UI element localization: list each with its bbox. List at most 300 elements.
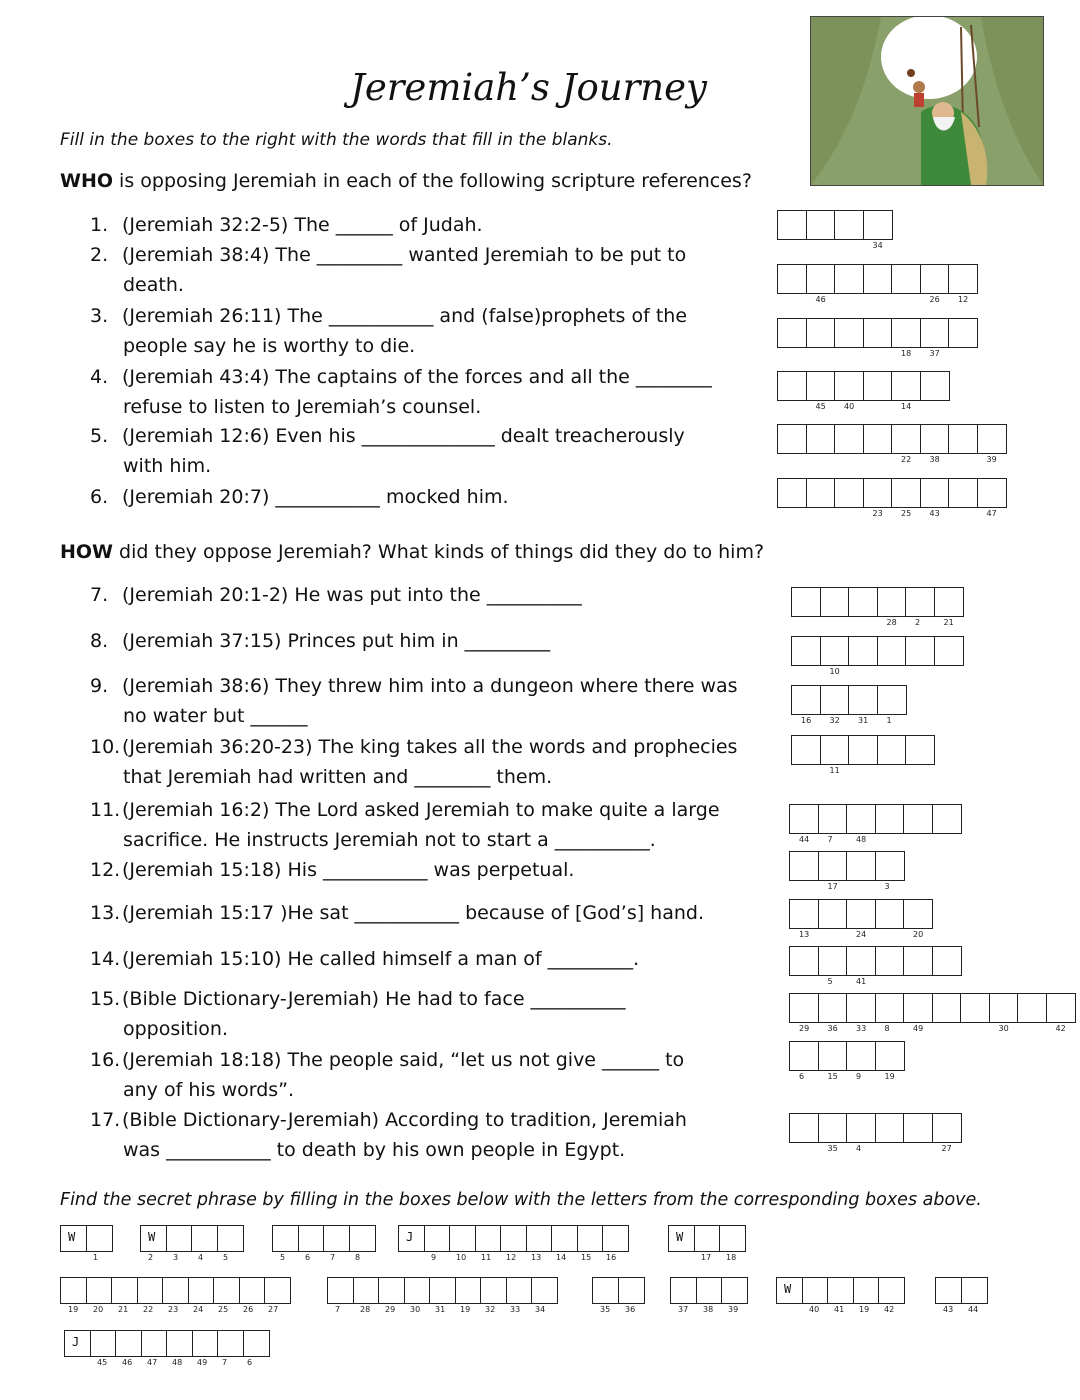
secret-box-number: 39 [728, 1305, 739, 1314]
secret-letter-box[interactable] [115, 1330, 142, 1357]
question-number: 13. [90, 902, 121, 924]
question-text: (Bible Dictionary-Jeremiah) According to tradition, Jeremiah [122, 1109, 687, 1131]
letter-box[interactable] [875, 851, 905, 881]
answer-box-row[interactable] [791, 735, 934, 765]
letter-box[interactable] [863, 318, 893, 348]
letter-box[interactable] [834, 424, 864, 454]
secret-letter-box[interactable] [853, 1277, 880, 1304]
letter-box[interactable] [905, 636, 935, 666]
secret-letter-box[interactable] [60, 1277, 87, 1304]
letter-box[interactable] [891, 371, 921, 401]
letter-box[interactable] [777, 371, 807, 401]
letter-box[interactable] [818, 804, 848, 834]
secret-box-number: 7 [222, 1358, 228, 1367]
answer-box-row[interactable] [777, 318, 977, 348]
question-number: 16. [90, 1049, 121, 1071]
secret-letter-box[interactable] [264, 1277, 291, 1304]
secret-letter-box[interactable] [188, 1277, 215, 1304]
answer-box-row[interactable] [789, 1113, 960, 1143]
secret-letter-box[interactable] [526, 1225, 553, 1252]
letter-box[interactable] [791, 587, 821, 617]
box-number-label: 3 [884, 882, 890, 891]
secret-letter-box[interactable] [424, 1225, 451, 1252]
letter-box[interactable] [875, 899, 905, 929]
letter-box[interactable] [789, 993, 819, 1023]
letter-box[interactable] [877, 735, 907, 765]
secret-box-number: 43 [943, 1305, 954, 1314]
letter-box[interactable] [989, 993, 1019, 1023]
letter-box[interactable] [846, 804, 876, 834]
question-text-continued: refuse to listen to Jeremiah’s counsel. [123, 396, 482, 418]
letter-box[interactable] [848, 735, 878, 765]
secret-box-number: 26 [243, 1305, 254, 1314]
box-number-label: 31 [858, 716, 869, 725]
secret-letter-box[interactable] [480, 1277, 507, 1304]
secret-letter-box[interactable] [602, 1225, 629, 1252]
question-number: 12. [90, 859, 121, 881]
secret-letter-box[interactable] [404, 1277, 431, 1304]
box-number-label: 10 [829, 667, 840, 676]
secret-letter-box[interactable] [111, 1277, 138, 1304]
answer-box-row[interactable] [789, 993, 1074, 1023]
letter-box[interactable] [846, 1041, 876, 1071]
answer-box-row[interactable] [777, 478, 1005, 508]
secret-box-number: 17 [701, 1253, 712, 1262]
letter-box[interactable] [877, 587, 907, 617]
secret-box-number: 10 [456, 1253, 467, 1262]
letter-box[interactable] [818, 946, 848, 976]
letter-box[interactable] [948, 264, 978, 294]
letter-box[interactable] [903, 946, 933, 976]
secret-letter-box[interactable] [961, 1277, 988, 1304]
secret-letter-box[interactable] [349, 1225, 376, 1252]
box-number-label: 12 [958, 295, 969, 304]
letter-box[interactable] [891, 424, 921, 454]
secret-word-boxes[interactable] [64, 1330, 268, 1357]
letter-box[interactable] [789, 804, 819, 834]
letter-box[interactable] [891, 318, 921, 348]
secret-letter-box[interactable] [531, 1277, 558, 1304]
question-text: (Jeremiah 38:4) The _________ wanted Jeremiah to be put to [122, 244, 687, 266]
box-number-label: 41 [856, 977, 867, 986]
secret-letter-box[interactable] [827, 1277, 854, 1304]
box-number-label: 47 [986, 509, 997, 518]
letter-box[interactable] [863, 264, 893, 294]
secret-letter-box[interactable] [137, 1277, 164, 1304]
letter-box[interactable] [820, 587, 850, 617]
letter-box[interactable] [1017, 993, 1047, 1023]
letter-box[interactable] [834, 210, 864, 240]
secret-word-boxes[interactable] [935, 1277, 986, 1304]
secret-letter-box[interactable] [719, 1225, 746, 1252]
box-number-label: 4 [856, 1144, 862, 1153]
letter-box[interactable] [834, 318, 864, 348]
box-number-label: 22 [901, 455, 912, 464]
box-number-label: 5 [827, 977, 833, 986]
question-item [90, 795, 780, 855]
letter-box[interactable] [818, 1041, 848, 1071]
question-item [90, 362, 780, 422]
question-text: (Jeremiah 38:6) They threw him into a dungeon where there was [122, 675, 738, 697]
box-number-label: 28 [886, 618, 897, 627]
letter-box[interactable] [846, 899, 876, 929]
secret-letter-box[interactable] [217, 1330, 244, 1357]
box-number-label: 7 [827, 835, 833, 844]
letter-box[interactable] [863, 478, 893, 508]
letter-box[interactable] [875, 804, 905, 834]
secret-word-boxes[interactable] [776, 1277, 904, 1304]
answer-box-row[interactable] [777, 264, 977, 294]
letter-box[interactable] [875, 946, 905, 976]
letter-box[interactable] [875, 1041, 905, 1071]
letter-box[interactable] [846, 1113, 876, 1143]
box-number-label: 8 [884, 1024, 890, 1033]
letter-box[interactable] [791, 735, 821, 765]
secret-letter-box[interactable] [86, 1225, 113, 1252]
secret-box-number: 5 [280, 1253, 286, 1262]
letter-box[interactable] [777, 478, 807, 508]
secret-letter-box[interactable] [455, 1277, 482, 1304]
secret-letter-box[interactable] [429, 1277, 456, 1304]
question-text-continued: opposition. [123, 1018, 228, 1040]
letter-box[interactable] [903, 1113, 933, 1143]
letter-box[interactable] [846, 946, 876, 976]
secret-box-number: 27 [268, 1305, 279, 1314]
letter-box[interactable] [846, 851, 876, 881]
secret-letter-box[interactable] [721, 1277, 748, 1304]
letter-box[interactable] [903, 899, 933, 929]
secret-box-number: 23 [168, 1305, 179, 1314]
question-item [90, 1045, 780, 1105]
secret-box-number: 35 [600, 1305, 611, 1314]
secret-box-number: 42 [884, 1305, 895, 1314]
question-text-continued: with him. [123, 455, 212, 477]
secret-box-number: 45 [97, 1358, 108, 1367]
secret-letter-box[interactable] [878, 1277, 905, 1304]
answer-box-row[interactable] [791, 685, 905, 715]
box-number-label: 14 [901, 402, 912, 411]
question-text-continued: was ___________ to death by his own people in Egypt. [123, 1139, 626, 1161]
letter-box[interactable] [818, 899, 848, 929]
letter-box[interactable] [806, 318, 836, 348]
question-text: (Jeremiah 15:18) His ___________ was perpetual. [122, 859, 575, 881]
secret-letter-box[interactable] [618, 1277, 645, 1304]
secret-letter-box[interactable] [327, 1277, 354, 1304]
answer-box-row[interactable] [789, 899, 932, 929]
letter-box[interactable] [977, 424, 1007, 454]
secret-letter-box[interactable] [323, 1225, 350, 1252]
box-number-label: 42 [1055, 1024, 1066, 1033]
letter-box[interactable] [932, 946, 962, 976]
secret-box-number: 21 [118, 1305, 129, 1314]
secret-box-number: 28 [360, 1305, 371, 1314]
letter-box[interactable] [875, 993, 905, 1023]
secret-box-number: 31 [435, 1305, 446, 1314]
answer-box-row[interactable] [777, 424, 1005, 454]
letter-box[interactable] [848, 685, 878, 715]
secret-box-number: 19 [68, 1305, 79, 1314]
secret-box-number: 24 [193, 1305, 204, 1314]
box-number-label: 17 [827, 882, 838, 891]
box-number-label: 2 [915, 618, 921, 627]
secret-phrase-instructions: Find the secret phrase by filling in the boxes below with the letters from the corresponding boxes above. [60, 1190, 982, 1210]
box-number-label: 40 [844, 402, 855, 411]
box-number-label: 29 [799, 1024, 810, 1033]
answer-box-row[interactable] [777, 210, 891, 240]
secret-letter-box[interactable] [272, 1225, 299, 1252]
letter-box[interactable] [789, 851, 819, 881]
letter-box[interactable] [920, 424, 950, 454]
answer-box-row[interactable] [791, 636, 962, 666]
letter-box[interactable] [863, 371, 893, 401]
secret-word-boxes[interactable] [327, 1277, 557, 1304]
letter-box[interactable] [806, 424, 836, 454]
secret-box-number: 5 [223, 1253, 229, 1262]
given-letter: W [676, 1230, 684, 1244]
secret-box-number: 25 [218, 1305, 229, 1314]
letter-box[interactable] [948, 424, 978, 454]
box-number-label: 20 [913, 930, 924, 939]
letter-box[interactable] [891, 478, 921, 508]
box-number-label: 43 [929, 509, 940, 518]
answer-box-row[interactable] [789, 804, 960, 834]
box-number-label: 39 [986, 455, 997, 464]
letter-box[interactable] [934, 587, 964, 617]
letter-box[interactable] [960, 993, 990, 1023]
letter-box[interactable] [932, 993, 962, 1023]
question-number: 14. [90, 948, 121, 970]
letter-box[interactable] [789, 1041, 819, 1071]
question-text: (Jeremiah 20:1-2) He was put into the __________ [122, 584, 582, 606]
letter-box[interactable] [863, 424, 893, 454]
letter-box[interactable] [818, 1113, 848, 1143]
letter-box[interactable] [820, 735, 850, 765]
letter-box[interactable] [777, 318, 807, 348]
question-number: 4. [90, 366, 109, 388]
letter-box[interactable] [848, 636, 878, 666]
question-number: 10. [90, 736, 121, 758]
given-letter: W [148, 1230, 156, 1244]
answer-box-row[interactable] [791, 587, 962, 617]
secret-word-boxes[interactable] [60, 1277, 290, 1304]
secret-letter-box[interactable] [298, 1225, 325, 1252]
box-number-label: 27 [941, 1144, 952, 1153]
letter-box[interactable] [920, 264, 950, 294]
question-text: (Jeremiah 18:18) The people said, “let us not give ______ to [122, 1049, 685, 1071]
secret-letter-box[interactable] [551, 1225, 578, 1252]
secret-letter-box[interactable] [353, 1277, 380, 1304]
letter-box[interactable] [834, 371, 864, 401]
question-number: 15. [90, 988, 121, 1010]
secret-letter-box[interactable] [239, 1277, 266, 1304]
letter-box[interactable] [905, 735, 935, 765]
letter-box[interactable] [806, 371, 836, 401]
answer-box-row[interactable] [789, 946, 960, 976]
box-number-label: 46 [815, 295, 826, 304]
question-number: 7. [90, 584, 109, 606]
question-text: (Jeremiah 15:17 )He sat ___________ because of [God’s] hand. [122, 902, 704, 924]
secret-word-boxes[interactable] [272, 1225, 374, 1252]
box-number-label: 48 [856, 835, 867, 844]
secret-letter-box[interactable] [449, 1225, 476, 1252]
secret-letter-box[interactable] [802, 1277, 829, 1304]
letter-box[interactable] [834, 264, 864, 294]
letter-box[interactable] [877, 636, 907, 666]
question-text-continued: no water but ______ [123, 705, 308, 727]
secret-letter-box[interactable] [506, 1277, 533, 1304]
secret-letter-box[interactable] [694, 1225, 721, 1252]
question-number: 3. [90, 305, 109, 327]
question-item [90, 671, 780, 731]
letter-box[interactable] [934, 636, 964, 666]
secret-letter-box[interactable] [670, 1277, 697, 1304]
question-item [90, 421, 780, 481]
secret-word-boxes[interactable] [670, 1277, 747, 1304]
secret-letter-box[interactable] [475, 1225, 502, 1252]
secret-box-number: 20 [93, 1305, 104, 1314]
secret-box-number: 48 [172, 1358, 183, 1367]
letter-box[interactable] [977, 478, 1007, 508]
secret-word-boxes[interactable] [140, 1225, 242, 1252]
question-text: (Jeremiah 26:11) The ___________ and (false)prophets of the [122, 305, 688, 327]
secret-letter-box[interactable] [166, 1330, 193, 1357]
question-number: 9. [90, 675, 109, 697]
box-number-label: 36 [827, 1024, 838, 1033]
secret-letter-box[interactable] [935, 1277, 962, 1304]
letter-box[interactable] [905, 587, 935, 617]
letter-box[interactable] [777, 424, 807, 454]
letter-box[interactable] [777, 264, 807, 294]
question-number: 2. [90, 244, 109, 266]
secret-word-boxes[interactable] [398, 1225, 628, 1252]
secret-letter-box[interactable] [378, 1277, 405, 1304]
question-number: 1. [90, 214, 109, 236]
letter-box[interactable] [820, 636, 850, 666]
box-number-label: 49 [913, 1024, 924, 1033]
secret-word-boxes[interactable] [592, 1277, 643, 1304]
question-text: (Jeremiah 32:2-5) The ______ of Judah. [122, 214, 483, 236]
how-heading [60, 541, 764, 563]
question-text: (Jeremiah 12:6) Even his ______________ dealt treacherously [122, 425, 685, 447]
secret-letter-box[interactable] [592, 1277, 619, 1304]
box-number-label: 23 [872, 509, 883, 518]
question-number: 6. [90, 486, 109, 508]
question-text: (Jeremiah 43:4) The captains of the forces and all the ________ [122, 366, 712, 388]
letter-box[interactable] [806, 264, 836, 294]
letter-box[interactable] [932, 1113, 962, 1143]
box-number-label: 45 [815, 402, 826, 411]
secret-letter-box[interactable] [166, 1225, 193, 1252]
box-number-label: 11 [829, 766, 840, 775]
secret-box-number: 6 [247, 1358, 253, 1367]
letter-box[interactable] [846, 993, 876, 1023]
box-number-label: 9 [856, 1072, 862, 1081]
letter-box[interactable] [834, 478, 864, 508]
who-heading [60, 170, 752, 192]
box-number-label: 21 [943, 618, 954, 627]
given-letter: W [68, 1230, 76, 1244]
letter-box[interactable] [891, 264, 921, 294]
question-text: (Bible Dictionary-Jeremiah) He had to face __________ [122, 988, 626, 1010]
secret-letter-box[interactable] [162, 1277, 189, 1304]
secret-letter-box[interactable] [86, 1277, 113, 1304]
secret-box-number: 3 [173, 1253, 179, 1262]
letter-box[interactable] [932, 804, 962, 834]
secret-box-number: 30 [410, 1305, 421, 1314]
letter-box[interactable] [877, 685, 907, 715]
secret-box-number: 49 [197, 1358, 208, 1367]
who-heading-text: is opposing Jeremiah in each of the following scripture references? [113, 170, 752, 192]
secret-letter-box[interactable] [696, 1277, 723, 1304]
secret-box-number: 15 [581, 1253, 592, 1262]
letter-box[interactable] [948, 318, 978, 348]
secret-letter-box[interactable] [217, 1225, 244, 1252]
secret-letter-box[interactable] [90, 1330, 117, 1357]
answer-box-row[interactable] [777, 371, 948, 401]
secret-letter-box[interactable] [500, 1225, 527, 1252]
secret-letter-box[interactable] [577, 1225, 604, 1252]
box-number-label: 26 [929, 295, 940, 304]
box-number-label: 19 [884, 1072, 895, 1081]
given-letter: J [406, 1230, 414, 1244]
letter-box[interactable] [1046, 993, 1076, 1023]
secret-letter-box[interactable] [192, 1330, 219, 1357]
letter-box[interactable] [791, 636, 821, 666]
secret-letter-box[interactable] [141, 1330, 168, 1357]
question-number: 5. [90, 425, 109, 447]
secret-box-number: 4 [198, 1253, 204, 1262]
box-number-label: 37 [929, 349, 940, 358]
letter-box[interactable] [789, 1113, 819, 1143]
letter-box[interactable] [903, 804, 933, 834]
secret-box-number: 14 [556, 1253, 567, 1262]
letter-box[interactable] [818, 851, 848, 881]
letter-box[interactable] [791, 685, 821, 715]
question-text-continued: people say he is worthy to die. [123, 335, 416, 357]
question-item [90, 944, 780, 974]
jeremiah-illustration [811, 17, 1043, 185]
letter-box[interactable] [920, 478, 950, 508]
secret-box-number: 1 [93, 1253, 99, 1262]
secret-letter-box[interactable] [213, 1277, 240, 1304]
secret-letter-box[interactable] [191, 1225, 218, 1252]
secret-box-number: 33 [510, 1305, 521, 1314]
secret-box-number: 44 [968, 1305, 979, 1314]
secret-box-number: 18 [726, 1253, 737, 1262]
answer-box-row[interactable] [789, 851, 903, 881]
letter-box[interactable] [820, 685, 850, 715]
letter-box[interactable] [806, 478, 836, 508]
letter-box[interactable] [920, 371, 950, 401]
letter-box[interactable] [875, 1113, 905, 1143]
letter-box[interactable] [777, 210, 807, 240]
letter-box[interactable] [903, 993, 933, 1023]
secret-box-number: 19 [859, 1305, 870, 1314]
letter-box[interactable] [818, 993, 848, 1023]
secret-box-number: 13 [531, 1253, 542, 1262]
letter-box[interactable] [863, 210, 893, 240]
letter-box[interactable] [789, 946, 819, 976]
letter-box[interactable] [789, 899, 819, 929]
letter-box[interactable] [948, 478, 978, 508]
question-item [90, 898, 780, 928]
secret-letter-box[interactable] [243, 1330, 270, 1357]
box-number-label: 25 [901, 509, 912, 518]
answer-box-row[interactable] [789, 1041, 903, 1071]
letter-box[interactable] [806, 210, 836, 240]
letter-box[interactable] [848, 587, 878, 617]
letter-box[interactable] [920, 318, 950, 348]
